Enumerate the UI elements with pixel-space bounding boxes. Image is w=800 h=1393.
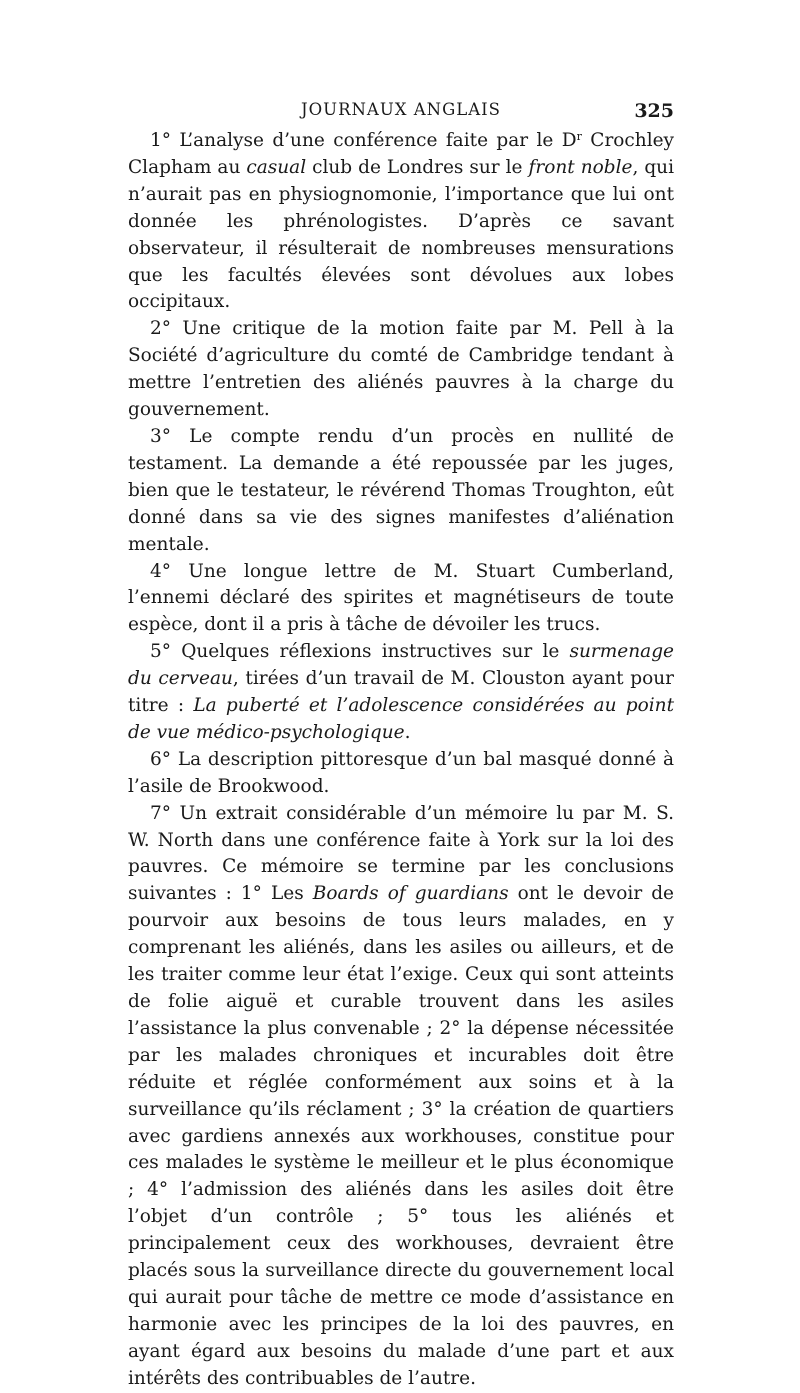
- text-run: 1° L’analyse d’une conférence faite par le D: [150, 130, 577, 151]
- body-text: [128, 128, 674, 1393]
- text-run: 7° Un extrait considérable d’un mémoire lu par M. S. W. North dans une conférence faite à York sur la loi des pauvres. Ce mémoire se termine par les conclusions suivantes : 1° Les: [128, 802, 674, 905]
- text-run: 2° Une critique de la motion faite par M. Pell à la Société d’agriculture du comté de Cambridge tendant à mettre l’entretien des aliénés pauvres à la charge du gouvernement.: [128, 318, 674, 421]
- paragraph-item-3: [128, 424, 674, 559]
- superscript: r: [576, 130, 582, 143]
- text-run: 3° Le compte rendu d’un procès en nullité de testament. La demande a été repoussée par les juges, bien que le testateur, le révérend Thomas Troughton, eût donné dans sa vie des signes manifestes d’aliénation mentale.: [128, 425, 674, 555]
- text-run: .: [404, 721, 411, 743]
- italic-text: Boards of guardians: [312, 883, 509, 905]
- paragraph-item-7: [128, 801, 674, 1393]
- paragraph-item-6: [128, 747, 674, 801]
- running-title: JOURNAUX ANGLAIS: [301, 100, 501, 119]
- page-number: 325: [634, 100, 674, 122]
- text-run: , qui n’aurait pas en physiognomonie, l’importance que lui ont donnée les phrénologistes. D’après ce savant observateur, il résulterait de nombreuses mensurations que les facultés élevées sont dévolues aux lobes occipitaux.: [128, 156, 675, 313]
- paragraph-item-4: [128, 559, 674, 640]
- text-run: 4° Une longue lettre de M. Stuart Cumberland, l’ennemi déclaré des spirites et magnétiseurs de toute espèce, dont il a pris à tâche de dévoiler les trucs.: [128, 560, 674, 636]
- text-run: 6° La description pittoresque d’un bal masqué donné à l’asile de Brookwood.: [128, 748, 674, 797]
- italic-text: surmenage du cerveau: [128, 641, 674, 690]
- italic-text: front noble: [528, 156, 633, 178]
- italic-text: La puberté et l’adolescence considérées au point de vue médico-psychologique: [128, 695, 674, 743]
- text-run: , tirées d’un travail de M. Clouston ayant pour titre :: [128, 668, 674, 717]
- italic-text: casual: [246, 156, 307, 178]
- text-run: club de Londres sur le: [306, 156, 529, 178]
- text-run: ont le devoir de pourvoir aux besoins de tous leurs malades, en y comprenant les aliénés, dans les asiles ou ailleurs, et de les traiter comme leur état l’exige. Ceux qui sont atteints de folie aiguë et curable trouvent dans les asiles l’assistance la plus convenable ; 2° la dépense nécessitée par les malades chroniques et incurables doit être réduite et réglée conformément aux soins et à la surveillance qu’ils réclament ; 3° la création de quartiers avec gardiens annexés aux workhouses, constitue pour ces malades le système le meilleur et le plus économique ; 4° l’admission des aliénés dans les asiles doit être l’objet d’un contrôle ; 5° tous les aliénés et principalement ceux des workhouses, devraient être placés sous la surveillance directe du gouvernement local qui aurait pour tâche de mettre ce mode d’assistance en harmonie avec les principes de la loi des pauvres, en ayant égard aux besoins du malade d’une part et aux intérêts des contribuables de l’autre.: [128, 883, 674, 1389]
- text-run: 5° Quelques réflexions instructives sur le: [150, 641, 570, 663]
- text-run: Crochley Clapham au: [128, 130, 675, 178]
- paragraph-item-1: [128, 128, 674, 316]
- running-head: [128, 100, 674, 124]
- paragraph-item-5: [128, 639, 674, 747]
- paragraph-item-2: [128, 316, 674, 424]
